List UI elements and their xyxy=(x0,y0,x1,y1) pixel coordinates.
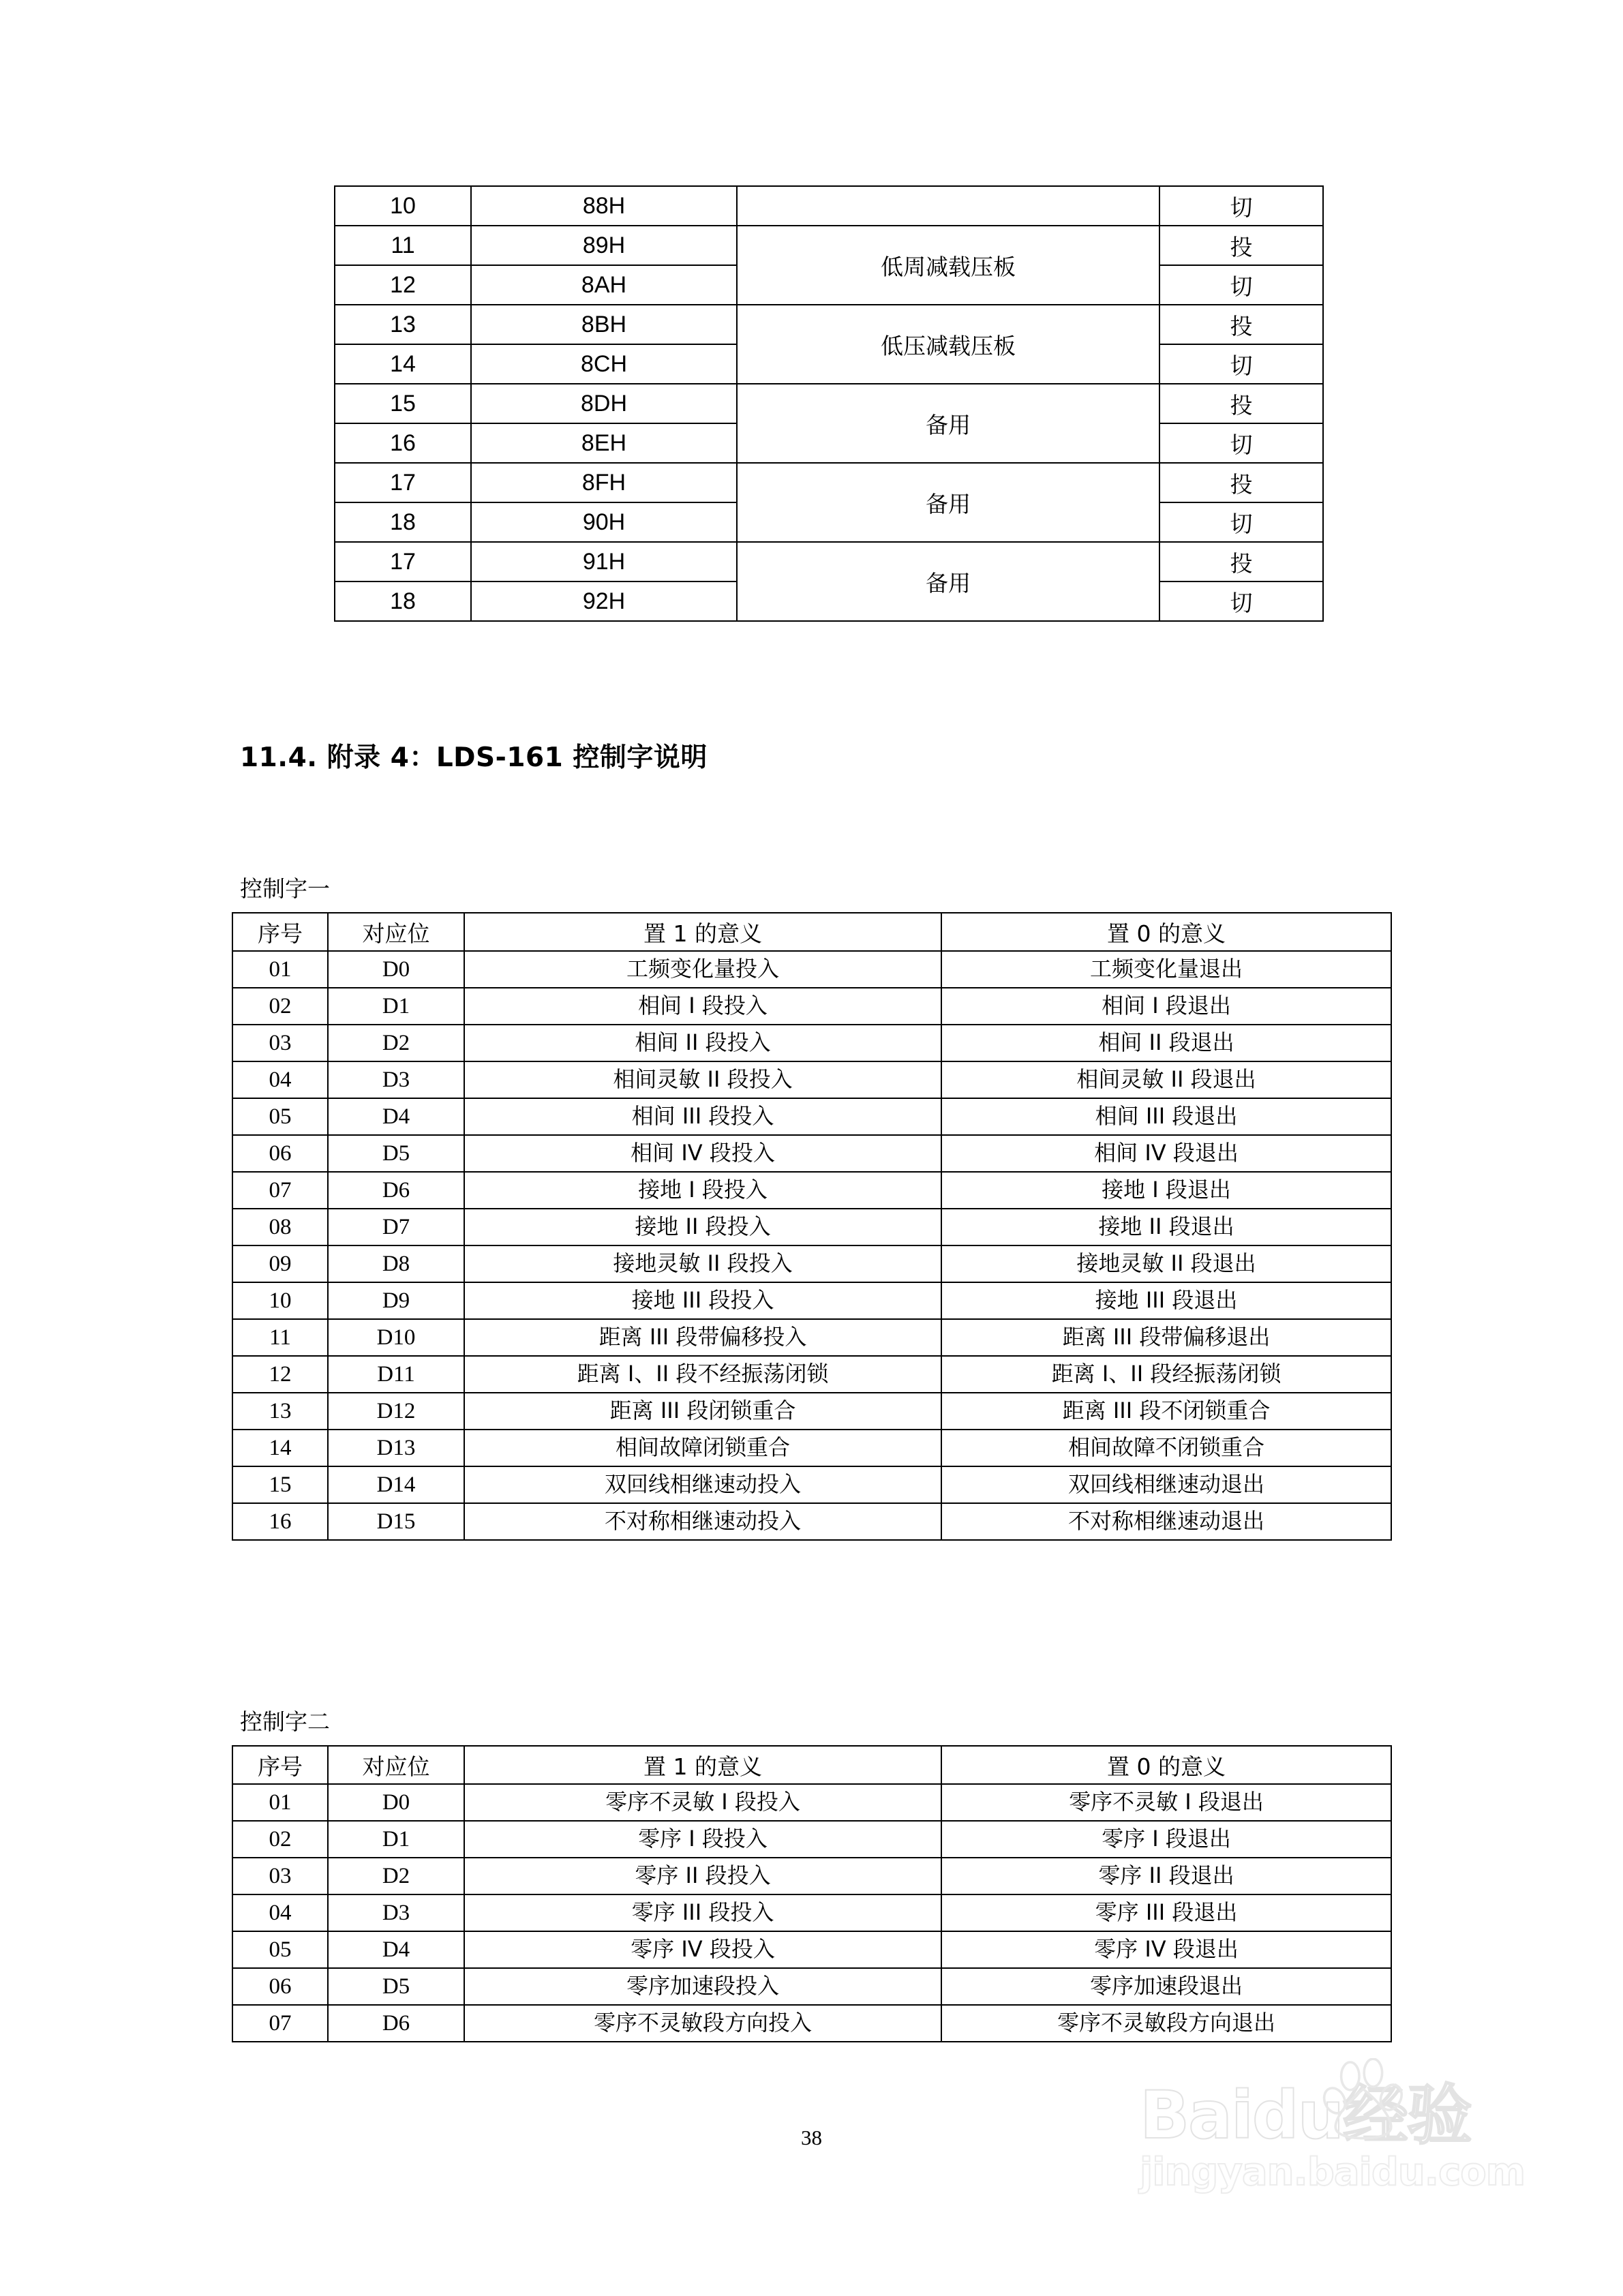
pressplate-no: 14 xyxy=(335,344,471,384)
table-header-row xyxy=(232,1746,1391,1784)
bit-position: D11 xyxy=(328,1356,464,1393)
row-index: 08 xyxy=(232,1209,328,1245)
table-header-row xyxy=(232,913,1391,951)
table-row xyxy=(232,1784,1391,1821)
table-row xyxy=(335,463,1323,502)
meaning-set-1: 零序 II 段投入 xyxy=(464,1858,941,1894)
pressplate-address: 92H xyxy=(471,581,737,621)
meaning-set-0: 距离 III 段不闭锁重合 xyxy=(941,1393,1391,1430)
meaning-set-0: 双回线相继速动退出 xyxy=(941,1466,1391,1503)
meaning-set-0: 接地 II 段退出 xyxy=(941,1209,1391,1245)
column-header-3: 置 0 的意义 xyxy=(941,913,1391,951)
table-row xyxy=(232,2005,1391,2042)
bit-position: D1 xyxy=(328,988,464,1025)
control-word-2-table-container xyxy=(232,1745,1391,2042)
column-header-2: 置 1 的意义 xyxy=(464,1746,941,1784)
meaning-set-0: 接地 I 段退出 xyxy=(941,1172,1391,1209)
pressplate-name: 备用 xyxy=(737,542,1159,621)
meaning-set-0: 零序 II 段退出 xyxy=(941,1858,1391,1894)
control-word-2-table xyxy=(232,1745,1392,2042)
bit-position: D4 xyxy=(328,1931,464,1968)
table-row xyxy=(335,186,1323,226)
pressplate-no: 16 xyxy=(335,423,471,463)
meaning-set-1: 接地 I 段投入 xyxy=(464,1172,941,1209)
pressplate-no: 10 xyxy=(335,186,471,226)
meaning-set-0: 接地 III 段退出 xyxy=(941,1282,1391,1319)
pressplate-state: 切 xyxy=(1159,344,1323,384)
meaning-set-0: 零序不灵敏 I 段退出 xyxy=(941,1784,1391,1821)
table-row xyxy=(335,305,1323,344)
meaning-set-0: 零序不灵敏段方向退出 xyxy=(941,2005,1391,2042)
row-index: 06 xyxy=(232,1968,328,2005)
row-index: 07 xyxy=(232,2005,328,2042)
table-row xyxy=(232,1466,1391,1503)
column-header-0: 序号 xyxy=(232,1746,328,1784)
meaning-set-0: 相间 I 段退出 xyxy=(941,988,1391,1025)
bit-position: D1 xyxy=(328,1821,464,1858)
pressplate-state: 投 xyxy=(1159,542,1323,581)
bit-position: D12 xyxy=(328,1393,464,1430)
row-index: 01 xyxy=(232,1784,328,1821)
table-row xyxy=(335,542,1323,581)
pressplate-no: 17 xyxy=(335,463,471,502)
meaning-set-1: 双回线相继速动投入 xyxy=(464,1466,941,1503)
pressplate-state: 投 xyxy=(1159,384,1323,423)
table-row xyxy=(232,1356,1391,1393)
row-index: 11 xyxy=(232,1319,328,1356)
bit-position: D3 xyxy=(328,1061,464,1098)
control-word-1-table-container xyxy=(232,912,1391,1541)
pressplate-table-container xyxy=(334,185,1322,622)
row-index: 03 xyxy=(232,1025,328,1061)
bit-position: D8 xyxy=(328,1245,464,1282)
table-row xyxy=(232,988,1391,1025)
row-index: 07 xyxy=(232,1172,328,1209)
row-index: 04 xyxy=(232,1061,328,1098)
meaning-set-1: 接地 III 段投入 xyxy=(464,1282,941,1319)
column-header-0: 序号 xyxy=(232,913,328,951)
meaning-set-1: 零序不灵敏 I 段投入 xyxy=(464,1784,941,1821)
meaning-set-1: 工频变化量投入 xyxy=(464,951,941,988)
bit-position: D6 xyxy=(328,1172,464,1209)
bit-position: D2 xyxy=(328,1025,464,1061)
table-row xyxy=(232,1135,1391,1172)
table-row xyxy=(232,1172,1391,1209)
pressplate-state: 切 xyxy=(1159,581,1323,621)
column-header-1: 对应位 xyxy=(328,1746,464,1784)
bit-position: D7 xyxy=(328,1209,464,1245)
meaning-set-1: 相间 II 段投入 xyxy=(464,1025,941,1061)
table-row xyxy=(232,1858,1391,1894)
meaning-set-1: 距离 III 段闭锁重合 xyxy=(464,1393,941,1430)
bit-position: D10 xyxy=(328,1319,464,1356)
table-row xyxy=(232,1319,1391,1356)
pressplate-address: 8AH xyxy=(471,265,737,305)
meaning-set-0: 距离 III 段带偏移退出 xyxy=(941,1319,1391,1356)
meaning-set-1: 接地 II 段投入 xyxy=(464,1209,941,1245)
pressplate-name: 备用 xyxy=(737,463,1159,542)
pressplate-no: 15 xyxy=(335,384,471,423)
row-index: 02 xyxy=(232,1821,328,1858)
pressplate-state: 切 xyxy=(1159,502,1323,542)
meaning-set-0: 相间 III 段退出 xyxy=(941,1098,1391,1135)
column-header-2: 置 1 的意义 xyxy=(464,913,941,951)
table-row xyxy=(232,1393,1391,1430)
bit-position: D0 xyxy=(328,951,464,988)
pressplate-address: 89H xyxy=(471,226,737,265)
row-index: 13 xyxy=(232,1393,328,1430)
pressplate-table xyxy=(334,185,1324,622)
meaning-set-0: 零序加速段退出 xyxy=(941,1968,1391,2005)
pressplate-no: 11 xyxy=(335,226,471,265)
table-row xyxy=(232,1245,1391,1282)
table-row xyxy=(335,384,1323,423)
meaning-set-0: 不对称相继速动退出 xyxy=(941,1503,1391,1540)
control-word-1-table xyxy=(232,912,1392,1541)
pressplate-state: 切 xyxy=(1159,423,1323,463)
meaning-set-1: 零序 IV 段投入 xyxy=(464,1931,941,1968)
table-row xyxy=(232,1821,1391,1858)
pressplate-state: 切 xyxy=(1159,186,1323,226)
table-row xyxy=(232,1282,1391,1319)
meaning-set-0: 零序 III 段退出 xyxy=(941,1894,1391,1931)
bit-position: D5 xyxy=(328,1135,464,1172)
page-number: 38 xyxy=(801,2126,822,2149)
row-index: 03 xyxy=(232,1858,328,1894)
meaning-set-0: 相间 IV 段退出 xyxy=(941,1135,1391,1172)
row-index: 05 xyxy=(232,1931,328,1968)
table-row xyxy=(232,951,1391,988)
bit-position: D5 xyxy=(328,1968,464,2005)
meaning-set-0: 相间 II 段退出 xyxy=(941,1025,1391,1061)
row-index: 06 xyxy=(232,1135,328,1172)
table-row xyxy=(232,1968,1391,2005)
pressplate-no: 12 xyxy=(335,265,471,305)
meaning-set-1: 零序加速段投入 xyxy=(464,1968,941,2005)
pressplate-address: 91H xyxy=(471,542,737,581)
pressplate-address: 88H xyxy=(471,186,737,226)
pressplate-state: 投 xyxy=(1159,305,1323,344)
pressplate-address: 8FH xyxy=(471,463,737,502)
bit-position: D4 xyxy=(328,1098,464,1135)
meaning-set-1: 距离 III 段带偏移投入 xyxy=(464,1319,941,1356)
bit-position: D3 xyxy=(328,1894,464,1931)
meaning-set-1: 距离 I、II 段不经振荡闭锁 xyxy=(464,1356,941,1393)
pressplate-no: 13 xyxy=(335,305,471,344)
meaning-set-1: 相间灵敏 II 段投入 xyxy=(464,1061,941,1098)
pressplate-state: 投 xyxy=(1159,463,1323,502)
table-row xyxy=(232,1098,1391,1135)
pressplate-state: 切 xyxy=(1159,265,1323,305)
bit-position: D15 xyxy=(328,1503,464,1540)
table-row xyxy=(232,1025,1391,1061)
meaning-set-1: 零序不灵敏段方向投入 xyxy=(464,2005,941,2042)
watermark-cn-text: 经验 xyxy=(1342,2077,1471,2154)
pressplate-address: 90H xyxy=(471,502,737,542)
bit-position: D2 xyxy=(328,1858,464,1894)
row-index: 16 xyxy=(232,1503,328,1540)
meaning-set-0: 接地灵敏 II 段退出 xyxy=(941,1245,1391,1282)
meaning-set-0: 零序 IV 段退出 xyxy=(941,1931,1391,1968)
meaning-set-1: 零序 I 段投入 xyxy=(464,1821,941,1858)
table-row xyxy=(232,1503,1391,1540)
row-index: 02 xyxy=(232,988,328,1025)
pressplate-no: 17 xyxy=(335,542,471,581)
bit-position: D13 xyxy=(328,1430,464,1466)
table-row xyxy=(335,226,1323,265)
row-index: 01 xyxy=(232,951,328,988)
column-header-3: 置 0 的意义 xyxy=(941,1746,1391,1784)
watermark-brand-text: Baidu xyxy=(1140,2077,1343,2154)
row-index: 12 xyxy=(232,1356,328,1393)
meaning-set-0: 距离 I、II 段经振荡闭锁 xyxy=(941,1356,1391,1393)
pressplate-name: 低压减载压板 xyxy=(737,305,1159,384)
table-row xyxy=(232,1430,1391,1466)
meaning-set-1: 相间 I 段投入 xyxy=(464,988,941,1025)
pressplate-no: 18 xyxy=(335,502,471,542)
watermark-url: jingyan.baidu.com xyxy=(1140,2150,1526,2194)
meaning-set-0: 相间灵敏 II 段退出 xyxy=(941,1061,1391,1098)
pressplate-name: 备用 xyxy=(737,384,1159,463)
meaning-set-1: 零序 III 段投入 xyxy=(464,1894,941,1931)
meaning-set-1: 相间 IV 段投入 xyxy=(464,1135,941,1172)
meaning-set-1: 相间故障闭锁重合 xyxy=(464,1430,941,1466)
table-row xyxy=(232,1209,1391,1245)
pressplate-address: 8BH xyxy=(471,305,737,344)
pressplate-name: 低周减载压板 xyxy=(737,226,1159,305)
table-row xyxy=(232,1894,1391,1931)
meaning-set-0: 零序 I 段退出 xyxy=(941,1821,1391,1858)
row-index: 05 xyxy=(232,1098,328,1135)
pressplate-address: 8DH xyxy=(471,384,737,423)
meaning-set-0: 相间故障不闭锁重合 xyxy=(941,1430,1391,1466)
pressplate-address: 8CH xyxy=(471,344,737,384)
section-heading: 11.4. 附录 4：LDS-161 控制字说明 xyxy=(240,742,708,773)
meaning-set-1: 相间 III 段投入 xyxy=(464,1098,941,1135)
meaning-set-1: 接地灵敏 II 段投入 xyxy=(464,1245,941,1282)
column-header-1: 对应位 xyxy=(328,913,464,951)
row-index: 15 xyxy=(232,1466,328,1503)
table-row xyxy=(232,1061,1391,1098)
meaning-set-0: 工频变化量退出 xyxy=(941,951,1391,988)
row-index: 14 xyxy=(232,1430,328,1466)
table-row xyxy=(232,1931,1391,1968)
control-word-1-label: 控制字一 xyxy=(240,875,330,902)
bit-position: D6 xyxy=(328,2005,464,2042)
bit-position: D9 xyxy=(328,1282,464,1319)
row-index: 10 xyxy=(232,1282,328,1319)
pressplate-state: 投 xyxy=(1159,226,1323,265)
pressplate-name xyxy=(737,186,1159,226)
pressplate-address: 8EH xyxy=(471,423,737,463)
pressplate-no: 18 xyxy=(335,581,471,621)
row-index: 04 xyxy=(232,1894,328,1931)
meaning-set-1: 不对称相继速动投入 xyxy=(464,1503,941,1540)
bit-position: D0 xyxy=(328,1784,464,1821)
row-index: 09 xyxy=(232,1245,328,1282)
bit-position: D14 xyxy=(328,1466,464,1503)
control-word-2-label: 控制字二 xyxy=(240,1708,330,1735)
